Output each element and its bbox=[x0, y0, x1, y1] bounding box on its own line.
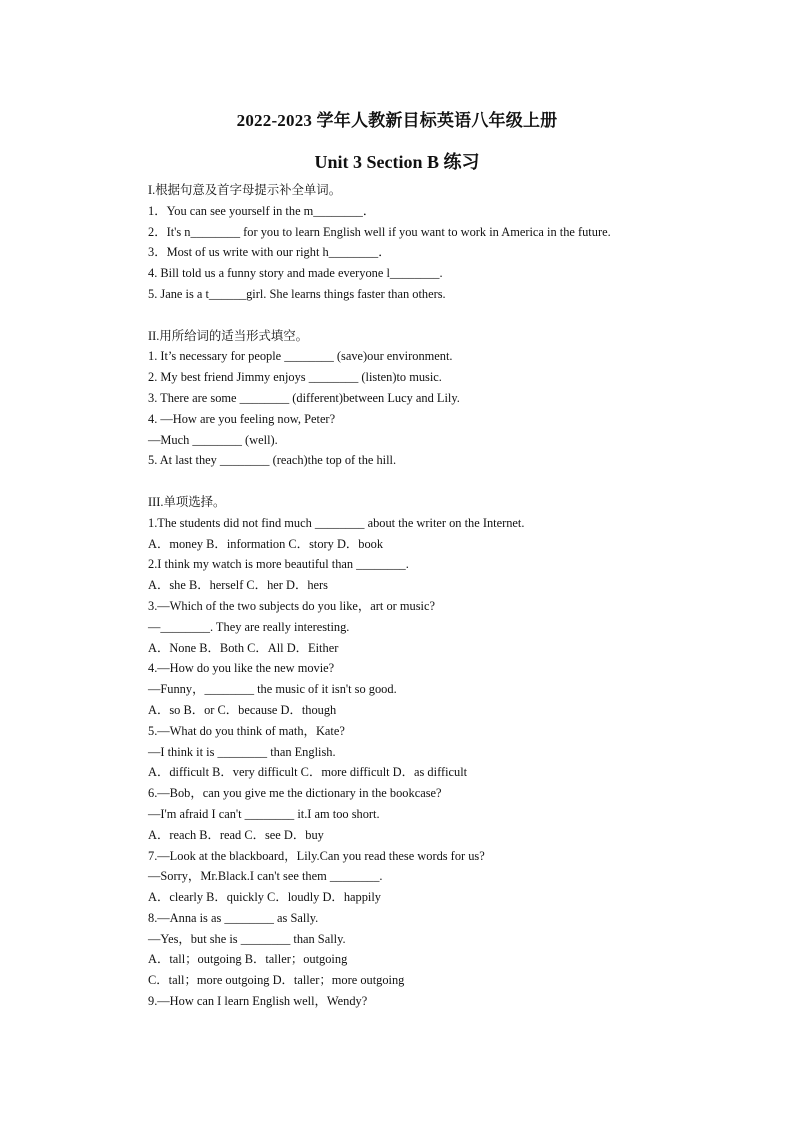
section-heading-fill-blanks: II.用所给词的适当形式填空。 bbox=[148, 328, 309, 343]
question-line: 5. At last they ________ (reach)the top of the hill. bbox=[148, 453, 397, 468]
section-spacer bbox=[148, 471, 708, 492]
question-line: 2．It's n________ for you to learn English well if you want to work in America in the future. bbox=[148, 224, 611, 239]
question-line: 5.—What do you think of math，Kate? bbox=[148, 723, 345, 738]
question-line: 6.—Bob，can you give me the dictionary in the bookcase? bbox=[148, 786, 442, 801]
options-line: C．tall；more outgoing D．taller；more outgoing bbox=[148, 973, 405, 988]
question-line: 7.—Look at the blackboard，Lily.Can you read these words for us? bbox=[148, 848, 485, 863]
question-line: 4.—How do you like the new movie? bbox=[148, 661, 335, 676]
options-line: A．tall；outgoing B．taller；outgoing bbox=[148, 952, 348, 967]
section-spacer bbox=[148, 305, 708, 326]
question-line: 8.—Anna is as ________ as Sally. bbox=[148, 910, 319, 925]
question-line: 3.—Which of the two subjects do you like，art or music? bbox=[148, 598, 435, 613]
question-line: 3．Most of us write with our right h________． bbox=[148, 245, 391, 260]
options-line: A．so B．or C．because D．though bbox=[148, 702, 337, 717]
question-line: 2. My best friend Jimmy enjoys ________ (listen)to music. bbox=[148, 370, 442, 385]
question-line: —Sorry，Mr.Black.I can't see them ________. bbox=[148, 869, 383, 884]
section-heading-multiple-choice: III.单项选择。 bbox=[148, 494, 226, 509]
question-line: 9.—How can I learn English well，Wendy? bbox=[148, 994, 368, 1009]
document-title: 2022-2023 学年人教新目标英语八年级上册 bbox=[236, 111, 558, 130]
question-line: —I'm afraid I can't ________ it.I am too short. bbox=[148, 806, 380, 821]
options-line: A．money B．information C．story D．book bbox=[148, 536, 384, 551]
question-line: 3. There are some ________ (different)between Lucy and Lily. bbox=[148, 390, 460, 405]
options-line: A．she B．herself C．her D．hers bbox=[148, 578, 328, 593]
question-line: —Funny，________ the music of it isn't so good. bbox=[148, 682, 397, 697]
options-line: A．None B．Both C．All D．Either bbox=[148, 640, 339, 655]
section-heading-word-completion: I.根据句意及首字母提示补全单词。 bbox=[148, 183, 342, 197]
options-line: A．reach B．read C．see D．buy bbox=[148, 827, 324, 842]
question-line: 5. Jane is a t______girl. She learns things faster than others. bbox=[148, 286, 446, 301]
question-line: —________. They are really interesting. bbox=[148, 619, 350, 634]
question-line: 1．You can see yourself in the m________． bbox=[148, 203, 376, 218]
exercise-content bbox=[148, 180, 708, 1012]
options-line: A．difficult B．very difficult C．more difficult D．as difficult bbox=[148, 765, 468, 780]
question-line: 1.The students did not find much ________ about the writer on the Internet. bbox=[148, 515, 525, 530]
question-line: 4. —How are you feeling now, Peter? bbox=[148, 411, 336, 426]
question-line: 2.I think my watch is more beautiful than ________. bbox=[148, 557, 409, 572]
options-line: A．clearly B．quickly C．loudly D．happily bbox=[148, 890, 381, 905]
question-line: 4. Bill told us a funny story and made everyone l________. bbox=[148, 266, 443, 281]
question-line: —I think it is ________ than English. bbox=[148, 744, 336, 759]
question-line: —Much ________ (well). bbox=[148, 432, 278, 447]
question-line: —Yes，but she is ________ than Sally. bbox=[148, 931, 346, 946]
document-subtitle: Unit 3 Section B 练习 bbox=[314, 152, 480, 172]
question-line: 1. It’s necessary for people ________ (save)our environment. bbox=[148, 349, 453, 364]
